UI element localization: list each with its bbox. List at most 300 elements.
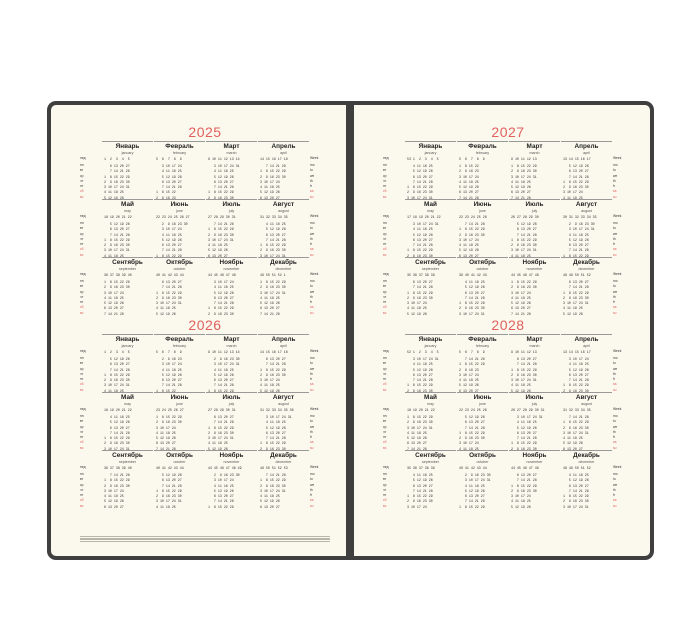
weekday-label: сб (80, 498, 84, 503)
weekday-label: сб (80, 382, 84, 387)
weekday-label: ср (80, 366, 84, 371)
month-name-ru: Август (272, 201, 295, 208)
month-block (154, 334, 205, 392)
month-block (258, 141, 309, 199)
week-numbers: 26 27 28 29 30 (511, 215, 539, 219)
month-name-en: february (172, 151, 187, 155)
month-days: 3 10 17 24 31 4 11 18 25 5 12 19 26 6 13 20 27 7 14 21 28 1 8 15 22 29 2 9 16 23 30 (407, 222, 439, 258)
month-name-en: march (226, 151, 237, 155)
weekday-label: пт (80, 184, 84, 189)
month-block (457, 334, 508, 392)
weekday-label: sa (310, 189, 314, 194)
weekday-label: чт (80, 294, 84, 299)
weekday-label: fr (310, 242, 313, 247)
weekday-label: вт (80, 226, 84, 231)
month-name-ru: Июнь (170, 394, 189, 401)
month-name-en: october (173, 460, 186, 464)
weekday-label: su (613, 194, 617, 199)
weekday-label: пт (383, 242, 387, 247)
month-name-en: may (124, 402, 131, 406)
weekday-label: пт (80, 300, 84, 305)
weekday-label: пн (383, 356, 387, 360)
weekday-label: вт (383, 477, 387, 482)
weekday-label: вт (383, 419, 387, 424)
weekday-label: th (310, 487, 313, 492)
weekday-label: sa (310, 440, 314, 445)
weekday-label: mo (613, 356, 618, 360)
weekday-labels-en (613, 141, 635, 198)
weekday-label: tu (613, 226, 616, 231)
month-days: 3 10 17 24 31 4 11 18 25 5 12 19 26 6 13 20 27 7 14 21 28 1 8 15 22 29 2 9 16 23 30 (208, 164, 240, 200)
year-title: 2027 (491, 124, 525, 140)
month-days: 2 9 16 23 30 3 10 17 24 4 11 18 25 5 12 19 26 6 13 20 27 7 14 21 28 1 8 15 22 29 (156, 222, 188, 258)
weekday-labels-ru (80, 450, 102, 507)
week-header-en: Week (613, 349, 622, 353)
month-name-en: july (531, 402, 538, 406)
weekday-label: ср (383, 289, 387, 294)
year-title: 2028 (491, 317, 525, 333)
week-numbers: 35 36 37 38 39 (407, 466, 435, 470)
weekday-label: ср (80, 231, 84, 236)
month-name-ru: Февраль (165, 336, 194, 343)
month-block (102, 450, 153, 508)
weekday-label: th (613, 294, 616, 299)
weekday-label: sa (613, 498, 617, 503)
weekday-label: fr (613, 300, 616, 305)
month-name-en: april (583, 151, 590, 155)
weekday-label: su (613, 387, 617, 392)
weekday-label: tu (310, 226, 313, 231)
week-numbers: 9 10 11 12 13 14 (208, 350, 240, 354)
month-name-en: september (119, 267, 136, 271)
weekday-label: su (613, 252, 617, 257)
year-title: 2025 (188, 124, 222, 140)
weekday-label: ср (383, 424, 387, 429)
year-block (80, 317, 330, 507)
fine-print-line (80, 538, 330, 539)
year-block (80, 124, 330, 314)
month-block (102, 199, 153, 257)
month-name-ru: Апрель (271, 336, 296, 343)
weekday-label: сб (383, 189, 387, 194)
weekday-label: su (310, 445, 314, 450)
weekday-labels-ru (383, 141, 405, 198)
month-name-en: march (226, 344, 237, 348)
month-block (206, 392, 257, 450)
month-block (102, 141, 153, 199)
weekday-label: ср (80, 289, 84, 294)
month-block (457, 257, 508, 315)
month-days: 7 14 21 28 1 8 15 22 29 2 9 16 23 30 3 10 17 24 31 4 11 18 25 5 12 19 26 6 13 20 27 (260, 473, 286, 509)
quarter-row (383, 257, 633, 314)
month-name-en: july (228, 402, 235, 406)
month-block (561, 141, 612, 199)
week-header-en: Week (310, 349, 319, 353)
week-numbers: 5 6 7 8 9 (459, 157, 485, 161)
week-header-ru: нед (80, 156, 86, 160)
weekday-label: ср (80, 482, 84, 487)
quarter-row (80, 257, 330, 314)
weekday-label: tu (310, 361, 313, 366)
weekday-label: пн (80, 356, 84, 360)
weekday-label: fr (310, 184, 313, 189)
month-days: 7 14 21 28 1 8 15 22 29 2 9 16 23 3 10 17 24 4 11 18 25 5 12 19 26 6 13 20 27 (459, 357, 485, 393)
month-name-en: july (228, 209, 235, 213)
weekday-label: пн (383, 279, 387, 283)
quarter-row (80, 141, 330, 198)
month-days: 6 13 20 27 7 14 21 28 1 8 15 22 29 2 9 16 23 30 3 10 17 24 31 4 11 18 25 5 12 19 26 (563, 280, 589, 316)
week-numbers: 44 45 46 47 48 (511, 273, 539, 277)
weekday-label: su (310, 252, 314, 257)
month-name-ru: Февраль (468, 336, 497, 343)
week-numbers: 9 10 11 12 13 (511, 350, 537, 354)
weekday-label: su (613, 503, 617, 508)
quarter-row (80, 199, 330, 256)
month-days: 5 12 19 26 6 13 20 27 7 14 21 28 1 8 15 22 29 2 9 16 23 30 3 10 17 24 4 11 18 25 (563, 164, 589, 200)
month-block (102, 334, 153, 392)
weekday-label: we (613, 366, 618, 371)
month-days: 7 14 21 28 1 8 15 22 29 2 9 16 23 30 3 10 17 24 4 11 18 25 5 12 19 26 6 13 20 27 (459, 222, 485, 258)
month-block (405, 392, 456, 450)
weekday-label: вс (383, 503, 387, 508)
month-block (154, 141, 205, 199)
month-block (405, 450, 456, 508)
weekday-label: tu (613, 419, 616, 424)
weekday-label: ср (383, 231, 387, 236)
week-header-en: Week (613, 407, 622, 411)
weekday-label: чт (383, 371, 387, 376)
month-block (154, 199, 205, 257)
weekday-label: mo (613, 221, 618, 225)
weekday-label: вс (383, 445, 387, 450)
month-name-en: january (424, 151, 437, 155)
weekday-label: th (310, 429, 313, 434)
year-block (383, 124, 633, 314)
month-name-en: december (275, 460, 292, 464)
weekday-label: th (310, 371, 313, 376)
week-numbers: 5 6 7 8 9 (156, 157, 182, 161)
year-block (383, 317, 633, 507)
month-days: 4 11 18 25 5 12 19 26 6 13 20 27 7 14 21 28 1 8 15 22 29 2 9 16 23 30 3 10 17 24 31 (407, 164, 433, 200)
month-days: 4 11 18 25 5 12 19 26 6 13 20 27 7 14 21 28 1 8 15 22 29 2 9 16 23 30 3 10 17 24 (407, 473, 433, 509)
month-days: 5 12 19 26 6 13 20 27 7 14 21 28 1 8 15 22 29 2 9 16 23 30 3 10 17 24 31 4 11 18 25 (104, 222, 130, 258)
month-name-ru: Май (121, 394, 134, 401)
month-block (509, 257, 560, 315)
month-name-en: june (176, 209, 183, 213)
weekday-label: th (310, 178, 313, 183)
month-days: 6 13 20 27 7 14 21 28 1 8 15 22 29 2 9 16 23 30 3 10 17 24 31 4 11 18 25 5 12 19 26 (104, 164, 130, 200)
weekday-labels-ru (80, 334, 102, 391)
month-name-en: august (278, 209, 289, 213)
weekday-label: вт (383, 284, 387, 289)
weekday-label: sa (310, 247, 314, 252)
week-numbers: 9 10 11 12 13 (511, 157, 537, 161)
month-days: 4 11 18 25 5 12 19 26 6 13 20 27 7 14 21 28 1 8 15 22 29 2 9 16 23 30 3 10 17 24 31 (459, 280, 485, 316)
weekday-label: пт (383, 184, 387, 189)
weekday-labels-en (310, 450, 332, 507)
weekday-label: пн (80, 472, 84, 476)
weekday-labels-ru (80, 199, 102, 256)
weekday-label: mo (310, 414, 315, 418)
weekday-label: we (613, 482, 618, 487)
month-name-ru: Август (575, 394, 598, 401)
weekday-label: su (310, 310, 314, 315)
month-name-ru: Декабрь (270, 259, 297, 266)
week-numbers: 9 10 11 12 13 14 (208, 157, 240, 161)
week-numbers: 48 49 50 51 52 (563, 273, 591, 277)
weekday-label: tu (310, 477, 313, 482)
month-name-ru: Май (121, 201, 134, 208)
weekday-label: вс (80, 194, 84, 199)
month-name-ru: Январь (115, 143, 140, 150)
month-name-ru: Апрель (271, 143, 296, 150)
weekday-labels-en (310, 392, 332, 449)
month-days: 5 12 19 26 6 13 20 27 7 14 21 28 1 8 15 22 29 2 9 16 23 30 3 10 17 24 31 4 11 18 25 (511, 222, 537, 258)
month-days: 1 8 15 22 29 2 9 16 23 30 3 10 17 24 4 11 18 25 5 12 19 26 6 13 20 27 7 14 21 28 (156, 415, 182, 451)
weekday-label: tu (613, 361, 616, 366)
quarter-row (383, 141, 633, 198)
week-numbers: 23 24 25 26 27 (156, 408, 184, 412)
weekday-label: we (310, 366, 315, 371)
weekday-label: ср (80, 173, 84, 178)
week-numbers: 35 36 37 38 39 (407, 273, 435, 277)
weekday-label: вс (80, 310, 84, 315)
weekday-label: сб (383, 498, 387, 503)
weekday-labels-en (310, 257, 332, 314)
weekday-label: tu (613, 284, 616, 289)
month-block (509, 141, 560, 199)
weekday-labels-en (613, 392, 635, 449)
week-numbers: 27 28 29 30 31 (208, 408, 236, 412)
weekday-label: fr (613, 493, 616, 498)
weekday-label: пт (383, 377, 387, 382)
month-block (258, 392, 309, 450)
fine-print (80, 536, 330, 544)
week-header-ru: нед (383, 272, 389, 276)
weekday-label: вс (383, 310, 387, 315)
weekday-label: вт (383, 361, 387, 366)
month-name-ru: Ноябрь (219, 259, 244, 266)
week-numbers: 18 19 20 21 22 (104, 215, 132, 219)
weekday-label: чт (80, 487, 84, 492)
week-header-en: Week (613, 272, 622, 276)
weekday-label: вт (383, 168, 387, 173)
month-days: 7 14 21 28 1 8 15 22 29 2 9 16 23 30 3 10 17 24 4 11 18 25 5 12 19 26 6 13 20 27 (260, 164, 286, 200)
month-name-ru: Май (424, 394, 437, 401)
week-numbers: 14 15 16 17 18 (260, 350, 288, 354)
month-name-en: june (479, 402, 486, 406)
weekday-label: fr (613, 435, 616, 440)
weekday-label: mo (310, 279, 315, 283)
month-name-en: february (475, 344, 490, 348)
month-name-ru: Январь (418, 336, 443, 343)
month-name-en: october (476, 267, 489, 271)
week-header-ru: нед (80, 465, 86, 469)
weekday-label: tu (310, 168, 313, 173)
month-days: 2 9 16 23 30 3 10 17 24 4 11 18 25 5 12 19 26 6 13 20 27 7 14 21 28 1 8 15 22 29 (208, 473, 240, 509)
weekday-labels-ru (383, 257, 405, 314)
month-name-ru: Июль (222, 201, 241, 208)
month-name-ru: Сентябрь (112, 452, 143, 459)
week-numbers: 44 45 46 47 48 (208, 273, 236, 277)
weekday-labels-ru (80, 257, 102, 314)
weekday-label: чт (80, 429, 84, 434)
weekday-label: su (613, 310, 617, 315)
week-header-en: Week (613, 465, 622, 469)
fine-print-line (80, 536, 330, 537)
week-numbers: 30 31 32 33 34 35 (563, 215, 597, 219)
month-block (509, 450, 560, 508)
month-name-en: january (424, 344, 437, 348)
weekday-label: sa (613, 440, 617, 445)
month-days: 6 13 20 27 7 14 21 28 1 8 15 22 29 2 9 16 23 30 3 10 17 24 31 4 11 18 25 5 12 19 26 (511, 357, 537, 393)
month-name-ru: Июль (525, 394, 544, 401)
month-name-ru: Июль (525, 201, 544, 208)
month-name-en: january (121, 344, 134, 348)
month-name-en: november (526, 267, 543, 271)
weekday-label: чт (383, 429, 387, 434)
week-numbers: 44 45 46 47 48 49 (208, 466, 242, 470)
month-name-en: september (422, 460, 439, 464)
weekday-label: sa (613, 305, 617, 310)
month-name-ru: Январь (115, 336, 140, 343)
weekday-label: sa (310, 498, 314, 503)
quarter-row (383, 392, 633, 449)
weekday-label: пн (383, 221, 387, 225)
weekday-labels-en (310, 334, 332, 391)
weekday-labels-en (613, 257, 635, 314)
month-days: 4 11 18 25 5 12 19 26 6 13 20 27 7 14 21 28 1 8 15 22 29 2 9 16 23 30 3 10 17 24 31 (563, 473, 589, 509)
month-block (206, 334, 257, 392)
weekday-label: пн (383, 163, 387, 167)
weekday-label: сб (383, 305, 387, 310)
weekday-label: чт (80, 178, 84, 183)
month-name-en: february (172, 344, 187, 348)
weekday-label: th (613, 429, 616, 434)
weekday-label: вс (383, 194, 387, 199)
month-days: 2 9 16 23 30 3 10 17 24 31 4 11 18 25 5 12 19 26 6 13 20 27 7 14 21 28 1 8 15 22 29 (563, 222, 595, 258)
week-numbers: 40 41 42 43 44 (156, 466, 184, 470)
month-block (405, 141, 456, 199)
weekday-label: we (613, 424, 618, 429)
weekday-label: su (310, 194, 314, 199)
weekday-label: вт (80, 168, 84, 173)
week-header-ru: нед (80, 407, 86, 411)
month-block (206, 199, 257, 257)
weekday-label: пн (383, 472, 387, 476)
week-numbers: 5 6 7 8 9 (156, 350, 182, 354)
month-name-en: may (427, 209, 434, 213)
month-name-ru: Март (223, 143, 240, 150)
month-name-en: october (476, 460, 489, 464)
weekday-label: пн (80, 221, 84, 225)
month-name-ru: Ноябрь (522, 259, 547, 266)
month-name-ru: Август (272, 394, 295, 401)
weekday-label: чт (383, 487, 387, 492)
weekday-labels-en (310, 199, 332, 256)
year-title: 2026 (188, 317, 222, 333)
month-block (457, 141, 508, 199)
month-days: 5 12 19 26 6 13 20 27 7 14 21 28 1 8 15 22 29 2 9 16 23 30 3 10 17 24 31 4 11 18 25 (104, 357, 130, 393)
week-header-ru: нед (383, 214, 389, 218)
quarter-row (80, 450, 330, 507)
weekday-label: пт (80, 377, 84, 382)
weekday-label: чт (383, 236, 387, 241)
month-name-ru: Декабрь (270, 452, 297, 459)
weekday-label: fr (310, 300, 313, 305)
week-numbers: 13 14 15 16 17 (563, 157, 591, 161)
week-header-en: Week (310, 272, 319, 276)
week-numbers: 13 14 15 16 17 (563, 350, 591, 354)
month-days: 3 10 17 24 4 11 18 25 5 12 19 26 6 13 20 27 7 14 21 28 1 8 15 22 2 9 16 23 (156, 164, 182, 200)
week-numbers: 53 1 2 3 4 5 (407, 157, 439, 161)
weekday-label: вт (80, 284, 84, 289)
month-name-ru: Октябрь (469, 452, 496, 459)
spine (346, 103, 354, 558)
month-block (561, 257, 612, 315)
week-numbers: 39 40 41 42 43 (459, 273, 487, 277)
week-numbers: 31 32 33 34 35 (260, 215, 288, 219)
month-name-ru: Октябрь (166, 452, 193, 459)
month-block (258, 199, 309, 257)
month-days: 7 14 21 28 1 8 15 22 29 2 9 16 23 30 3 10 17 24 31 4 11 18 25 5 12 19 26 6 13 20 27 (208, 222, 234, 258)
weekday-label: ср (383, 173, 387, 178)
weekday-label: mo (613, 414, 618, 418)
month-block (457, 392, 508, 450)
week-numbers: 22 23 24 25 26 (459, 215, 487, 219)
month-block (457, 450, 508, 508)
month-days: 5 12 19 26 6 13 20 27 7 14 21 28 1 8 15 22 29 2 9 16 23 30 3 10 17 24 31 4 11 18 25 (156, 473, 182, 509)
weekday-label: пн (80, 414, 84, 418)
month-name-en: august (278, 402, 289, 406)
month-block (405, 334, 456, 392)
weekday-label: сб (383, 382, 387, 387)
weekday-label: mo (613, 279, 618, 283)
weekday-label: пн (383, 414, 387, 418)
month-name-ru: Декабрь (573, 259, 600, 266)
month-days: 1 8 15 22 29 2 9 16 23 30 3 10 17 24 31 4 11 18 25 5 12 19 26 6 13 20 27 7 14 21 28 (260, 280, 286, 316)
month-days: 7 14 21 28 1 8 15 22 29 2 9 16 23 30 3 10 17 24 31 4 11 18 25 5 12 19 26 6 13 20 27 (563, 415, 589, 451)
month-name-en: april (583, 344, 590, 348)
week-header-en: Week (613, 156, 622, 160)
month-name-en: april (280, 344, 287, 348)
month-name-ru: Март (526, 143, 543, 150)
weekday-label: вс (80, 503, 84, 508)
month-days: 7 14 21 28 1 8 15 22 29 2 9 16 23 30 3 10 17 24 4 11 18 25 5 12 19 26 6 13 20 27 (104, 473, 130, 509)
month-block (154, 392, 205, 450)
month-block (206, 450, 257, 508)
weekday-label: tu (310, 284, 313, 289)
week-numbers: 22 23 24 25 26 (459, 408, 487, 412)
month-days: 4 11 18 25 5 12 19 26 6 13 20 27 7 14 21 28 1 8 15 22 29 2 9 16 23 30 3 10 17 24 31 (104, 415, 130, 451)
week-header-ru: нед (80, 272, 86, 276)
year-grid (80, 141, 330, 314)
month-name-ru: Ноябрь (219, 452, 244, 459)
weekday-label: вс (80, 387, 84, 392)
weekday-label: пт (80, 242, 84, 247)
weekday-label: we (310, 173, 315, 178)
month-name-en: june (479, 209, 486, 213)
month-days: 4 11 18 25 5 12 19 26 6 13 20 27 7 14 21 28 1 8 15 22 29 2 9 16 23 30 3 10 17 24 31 (260, 222, 286, 258)
month-name-ru: Январь (418, 143, 443, 150)
weekday-label: su (310, 503, 314, 508)
month-name-en: november (223, 267, 240, 271)
quarter-row (383, 334, 633, 391)
month-name-en: april (280, 151, 287, 155)
weekday-labels-en (310, 141, 332, 198)
weekday-label: чт (80, 236, 84, 241)
weekday-label: пт (383, 300, 387, 305)
